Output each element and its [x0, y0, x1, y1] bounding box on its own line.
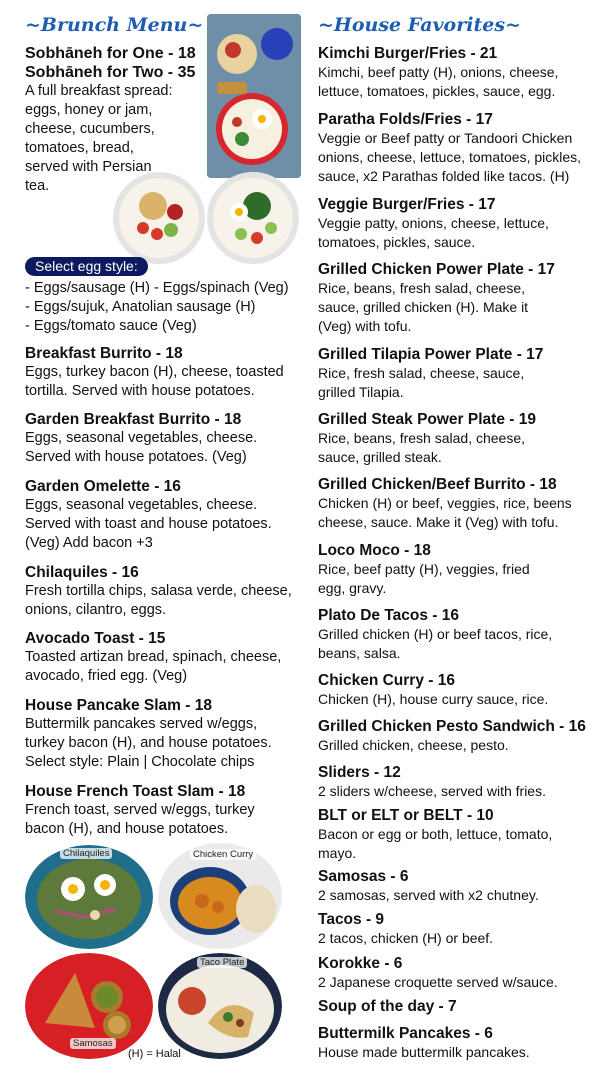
item-desc: Grilled chicken (H) or beef tacos, rice, beans, salsa.: [318, 626, 553, 661]
item-name: Buttermilk Pancakes - 6: [318, 1025, 493, 1042]
item-name: House French Toast Slam - 18: [25, 783, 246, 800]
item-name: Sliders - 12: [318, 764, 401, 781]
menu-item: [318, 763, 588, 801]
item-desc: 2 tacos, chicken (H) or beef.: [318, 930, 494, 946]
item-desc: Rice, beans, fresh salad, cheese, sauce, grilled chicken (H). Make it (Veg) with tofu.: [318, 280, 529, 334]
menu-item: [318, 671, 588, 709]
item-name: Avocado Toast - 15: [25, 630, 166, 647]
item-name: Chilaquiles - 16: [25, 564, 139, 581]
item-name: Veggie Burger/Fries - 17: [318, 196, 496, 213]
item-desc: Chicken (H), house curry sauce, rice.: [318, 691, 549, 707]
item-desc: 2 samosas, served with x2 chutney.: [318, 887, 539, 903]
egg-style-badge: Select egg style:: [25, 257, 148, 276]
item-desc: Rice, beef patty (H), veggies, fried egg, gravy.: [318, 561, 530, 596]
menu-item: [318, 954, 588, 992]
item-name: Paratha Folds/Fries - 17: [318, 111, 493, 128]
item-name: Grilled Tilapia Power Plate - 17: [318, 346, 544, 363]
item-desc: Chicken (H) or beef, veggies, rice, beens cheese, sauce. Make it (Veg) with tofu.: [318, 495, 572, 530]
item-name: House Pancake Slam - 18: [25, 697, 212, 714]
item-desc: Eggs, seasonal vegetables, cheese. Served with toast and house potatoes. (Veg) Add bacon +3: [25, 497, 272, 551]
menu-item: [318, 110, 596, 186]
menu-item: [318, 997, 588, 1016]
item-desc: Rice, beans, fresh salad, cheese, sauce, grilled steak.: [318, 430, 526, 465]
egg-style-option: - Eggs/tomato sauce (Veg): [25, 318, 197, 334]
menu-item: [25, 696, 300, 772]
egg-style-list: [25, 279, 300, 336]
item-desc: Rice, fresh salad, cheese, sauce, grilled Tilapia.: [318, 365, 525, 400]
item-name: Grilled Chicken Pesto Sandwich - 16: [318, 718, 586, 735]
menu-item: [318, 910, 588, 948]
menu-item: [25, 477, 275, 553]
menu-item: [318, 1024, 588, 1062]
menu-item: [318, 717, 588, 755]
item-desc: Eggs, turkey bacon (H), cheese, toasted tortilla. Served with house potatoes.: [25, 364, 284, 399]
egg-style-option: - Eggs/sujuk, Anatolian sausage (H): [25, 299, 256, 315]
item-desc: A full breakfast spread: eggs, honey or jam, cheese, cucumbers, tomatoes, bread, served with Persian tea.: [25, 83, 173, 194]
menu-item: [318, 44, 588, 101]
item-name: Grilled Chicken/Beef Burrito - 18: [318, 476, 557, 493]
item-desc: 2 Japanese croquette served w/sauce.: [318, 974, 558, 990]
item-name: Korokke - 6: [318, 955, 403, 972]
breakfast-spread-photo: [207, 14, 301, 178]
item-desc: Buttermilk pancakes served w/eggs, turkey bacon (H), and house potatoes. Select style: Plain | Chocolate chips: [25, 716, 272, 770]
menu-item: [318, 541, 538, 598]
brunch-title: ~Brunch Menu~: [25, 14, 204, 36]
menu-item: [318, 260, 555, 336]
item-name: Loco Moco - 18: [318, 542, 431, 559]
menu-item: [25, 344, 295, 401]
item-desc: Kimchi, beef patty (H), onions, cheese, lettuce, tomatoes, pickles, sauce, egg.: [318, 64, 559, 99]
photo-label: Chilaquiles: [60, 848, 112, 859]
menu-item: [25, 410, 275, 467]
item-desc: Eggs, seasonal vegetables, cheese. Served with house potatoes. (Veg): [25, 430, 258, 465]
item-name: Soup of the day - 7: [318, 998, 457, 1015]
item-name: Grilled Chicken Power Plate - 17: [318, 261, 555, 278]
menu-item: [25, 563, 300, 620]
chilaquiles-photo: [25, 845, 153, 949]
item-name: Plato De Tacos - 16: [318, 607, 459, 624]
item-desc: Bacon or egg or both, lettuce, tomato, mayo.: [318, 826, 553, 861]
item-name: Chicken Curry - 16: [318, 672, 455, 689]
item-name: Kimchi Burger/Fries - 21: [318, 45, 498, 62]
sobhaneh-photo-one: [113, 172, 205, 264]
photo-label: Chicken Curry: [190, 849, 256, 860]
sobhaneh-item: [25, 44, 225, 196]
menu-item: [25, 782, 275, 839]
item-desc: 2 sliders w/cheese, served with fries.: [318, 783, 546, 799]
item-name: BLT or ELT or BELT - 10: [318, 807, 494, 824]
item-name: Garden Omelette - 16: [25, 478, 181, 495]
item-name: Sobhāneh for One - 18: [25, 45, 196, 62]
item-name: Garden Breakfast Burrito - 18: [25, 411, 242, 428]
menu-item: [318, 606, 558, 663]
item-name: Samosas - 6: [318, 868, 409, 885]
item-desc: Grilled chicken, cheese, pesto.: [318, 737, 509, 753]
item-name: Sobhāneh for Two - 35: [25, 64, 196, 81]
taco-plate-photo: [158, 953, 282, 1059]
favorites-title: ~House Favorites~: [318, 14, 521, 36]
menu-item: [25, 629, 290, 686]
item-desc: Veggie patty, onions, cheese, lettuce, tomatoes, pickles, sauce.: [318, 215, 549, 250]
item-name: Tacos - 9: [318, 911, 385, 928]
menu-item: [318, 475, 580, 532]
menu-item: [318, 410, 536, 467]
item-desc: Fresh tortilla chips, salasa verde, cheese, onions, cilantro, eggs.: [25, 583, 292, 618]
item-name: Grilled Steak Power Plate - 19: [318, 411, 536, 428]
item-name: Breakfast Burrito - 18: [25, 345, 183, 362]
egg-style-option: - Eggs/sausage (H) - Eggs/spinach (Veg): [25, 280, 289, 296]
halal-note: (H) = Halal: [128, 1048, 181, 1060]
photo-label: Samosas: [70, 1038, 116, 1049]
menu-item: [318, 806, 588, 863]
menu-item: [318, 195, 558, 252]
item-desc: French toast, served w/eggs, turkey bacon (H), and house potatoes.: [25, 802, 255, 837]
photo-label: Taco Plate: [197, 957, 247, 968]
item-desc: Toasted artizan bread, spinach, cheese, avocado, fried egg. (Veg): [25, 649, 282, 684]
item-desc: House made buttermilk pancakes.: [318, 1044, 530, 1060]
menu-item: [318, 867, 588, 905]
menu-item: [318, 345, 544, 402]
item-desc: Veggie or Beef patty or Tandoori Chicken onions, cheese, lettuce, tomatoes, pickles, sauce, x2 Parathas folded like tacos. (H): [318, 130, 582, 184]
sobhaneh-photo-two: [207, 172, 299, 264]
